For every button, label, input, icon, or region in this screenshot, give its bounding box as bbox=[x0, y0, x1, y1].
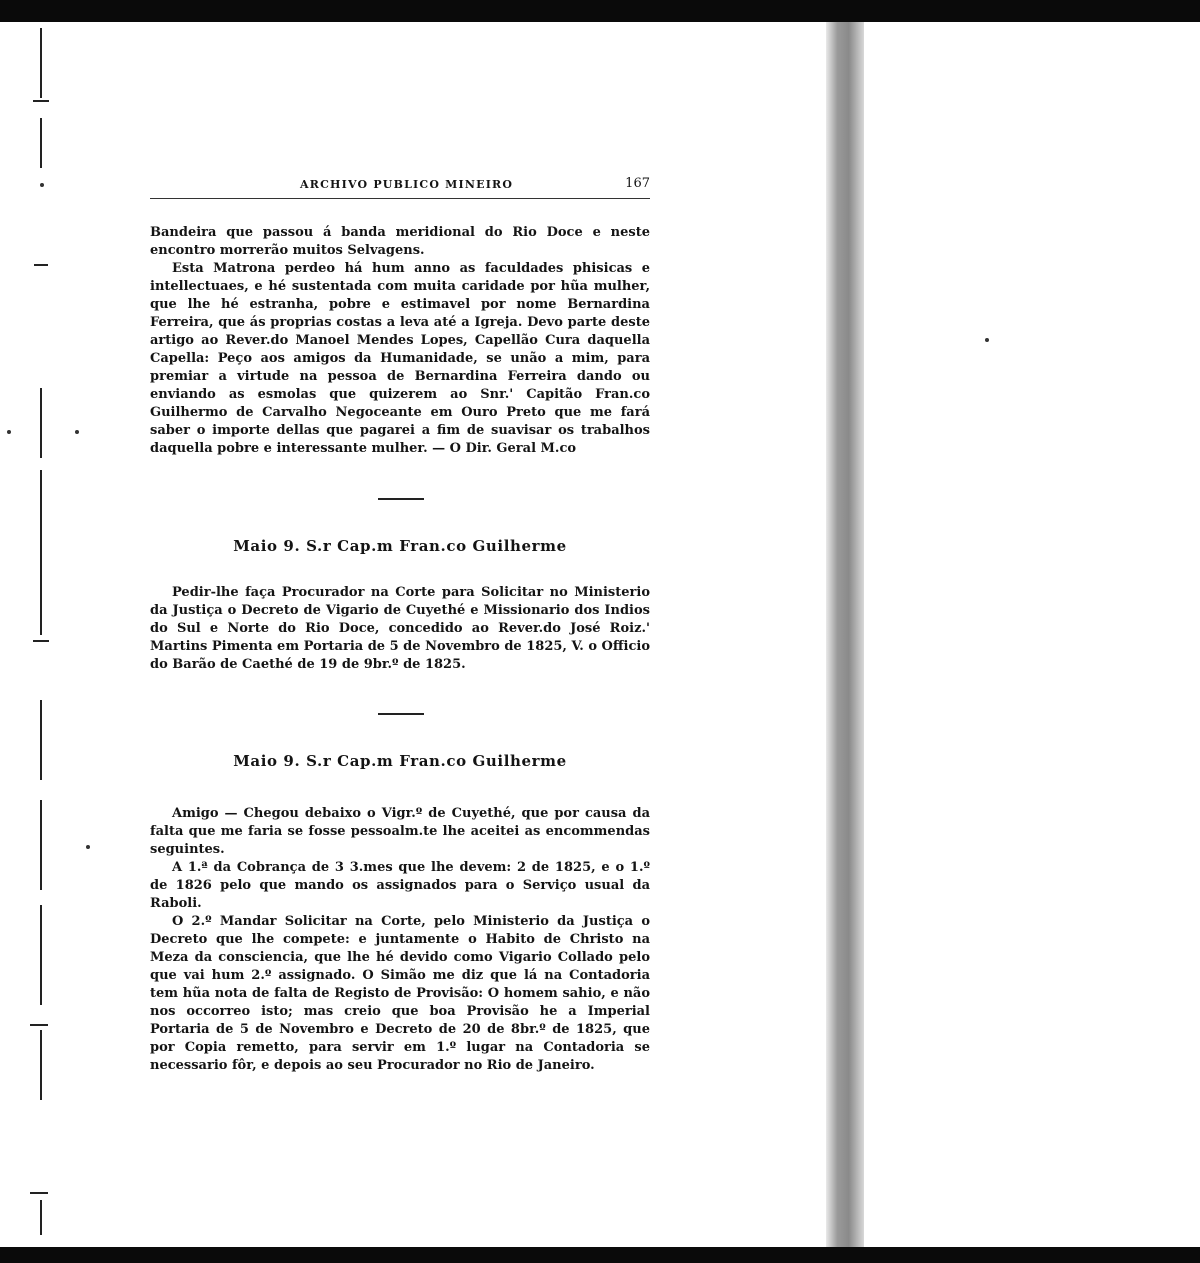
paragraph: Amigo — Chegou debaixo o Vigr.º de Cuyethé, que por causa da falta que me faria se fosse pessoalm.te lhe aceitei as encommendas seguintes. bbox=[150, 806, 650, 857]
paragraph: Esta Matrona perdeo há hum anno as faculdades phisicas e intellectuaes, e hé sustentada com muita caridade por hũa mulher, que lhe hé estranha, pobre e estimavel por nome Bernardina Ferreira, que ás proprias costas a leva até a Igreja. Devo parte deste artigo ao Rever.do Manoel Mendes Lopes, Capellão Cura daquella Capella: Peço aos amigos da Humanidade, se unão a mim, para premiar a virtude na pessoa de Bernardina Ferreira dando ou enviando as esmolas que quizerem ao Snr.' Capitão Fran.co Guilhermo de Carvalho Negoceante em Ouro Preto que me fará saber o importe dellas que pagarei a fim de suavisar os trabalhos daquella pobre e interessante mulher. — O Dir. Geral M.co bbox=[150, 261, 650, 456]
header-title: ARCHIVO PUBLICO MINEIRO bbox=[300, 178, 514, 191]
margin-tick bbox=[30, 1024, 48, 1026]
paragraph: Pedir-lhe faça Procurador na Corte para Solicitar no Ministerio da Justiça o Decreto de Vigario de Cuyethé e Missionario dos Indios do Sul e Norte do Rio Doce, concedido ao Rever.do José Roiz.' Martins Pimenta em Portaria de 5 de Novembro de 1825, V. o Officio do Barão de Caethé de 19 de 9br.º de 1825. bbox=[150, 585, 650, 672]
margin-tick bbox=[30, 1192, 48, 1194]
margin-tick bbox=[34, 264, 48, 266]
scan-bottom-border bbox=[0, 1247, 1200, 1263]
margin-speck bbox=[40, 183, 44, 187]
margin-rule bbox=[40, 470, 42, 635]
margin-tick bbox=[33, 100, 49, 102]
margin-speck bbox=[7, 430, 11, 434]
entry-heading: Maio 9. S.r Cap.m Fran.co Guilherme bbox=[233, 537, 567, 555]
margin-speck bbox=[985, 338, 989, 342]
entry-heading: Maio 9. S.r Cap.m Fran.co Guilherme bbox=[233, 752, 567, 770]
margin-tick bbox=[33, 640, 49, 642]
paragraph: A 1.ª da Cobrança de 3 3.mes que lhe devem: 2 de 1825, e o 1.º de 1826 pelo que mando os assignados para o Serviço usual da Raboli. bbox=[150, 860, 650, 911]
page-number: 167 bbox=[625, 176, 650, 191]
margin-rule bbox=[40, 28, 42, 98]
section-separator bbox=[378, 713, 424, 715]
margin-rule bbox=[40, 905, 42, 1005]
paragraph: Bandeira que passou á banda meridional do Rio Doce e neste encontro morrerão muitos Selvagens. bbox=[150, 225, 650, 258]
entry-body bbox=[150, 805, 650, 1075]
continued-entry bbox=[150, 224, 650, 458]
margin-speck bbox=[86, 845, 90, 849]
scan-top-border bbox=[0, 0, 1200, 22]
margin-rule bbox=[40, 800, 42, 890]
margin-rule bbox=[40, 700, 42, 780]
margin-rule bbox=[40, 1200, 42, 1235]
book-gutter-shadow bbox=[826, 22, 864, 1247]
paragraph: O 2.º Mandar Solicitar na Corte, pelo Ministerio da Justiça o Decreto que lhe compete: e juntamente o Habito de Christo na Meza da consciencia, que lhe hé devido como Vigario Collado pelo que vai hum 2.º assignado. O Simão me diz que lá na Contadoria tem hũa nota de falta de Registo de Provisão: O homem sahio, e não nos occorreo isto; mas creio que boa Provisão he a Imperial Portaria de 5 de Novembro e Decreto de 20 de 8br.º de 1825, que por Copia remetto, para servir em 1.º lugar na Contadoria se necessario fôr, e depois ao seu Procurador no Rio de Janeiro. bbox=[150, 914, 650, 1073]
margin-rule bbox=[40, 1030, 42, 1100]
running-header bbox=[150, 176, 650, 199]
section-separator bbox=[378, 498, 424, 500]
margin-rule bbox=[40, 118, 42, 168]
margin-speck bbox=[75, 430, 79, 434]
margin-rule bbox=[40, 388, 42, 458]
entry-body bbox=[150, 584, 650, 674]
